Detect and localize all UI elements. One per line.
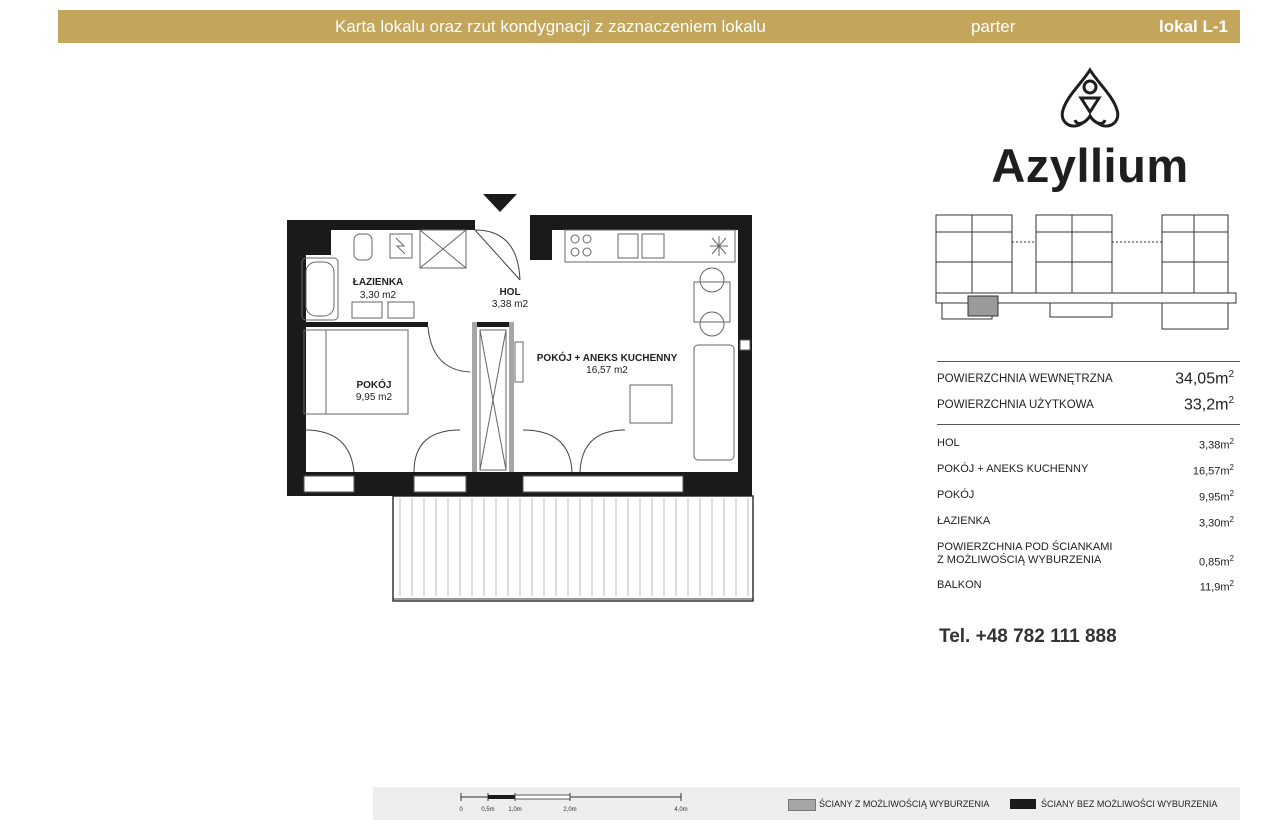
legend-swatch-removable: [788, 799, 816, 811]
entrance-arrow-icon: [483, 194, 517, 212]
room-name-living-kitchen: POKÓJ + ANEKS KUCHENNY: [536, 353, 678, 364]
header-bar: [58, 10, 1240, 43]
legend-swatch-fixed: [1010, 799, 1036, 809]
room-name-hall: HOL: [499, 287, 521, 298]
brand-name: Azyllium: [991, 139, 1189, 192]
removable-walls: [472, 322, 514, 472]
building-key-plan: [932, 212, 1240, 334]
scale-label: 1,0m: [508, 807, 522, 813]
legend-removable-label: ŚCIANY Z MOŻLIWOŚCIĄ WYBURZENIA: [819, 799, 990, 809]
room-area-living-kitchen: 16,57 m2: [586, 365, 628, 376]
scale-label: 0: [459, 807, 463, 813]
phone-number[interactable]: Tel. +48 782 111 888: [939, 626, 1117, 647]
legend-fixed-label: ŚCIANY BEZ MOŻLIWOŚCI WYBURZENIA: [1041, 799, 1218, 809]
floor-plan: [280, 190, 760, 610]
scale-bar: [457, 787, 697, 820]
outer-walls: [287, 215, 752, 496]
room-area-bedroom: 9,95 m2: [355, 392, 393, 403]
header-title: Karta lokalu oraz rzut kondygnacji z zaznaczeniem lokalu: [335, 17, 766, 36]
header-unit: lokal L-1: [1159, 17, 1228, 36]
room-area-bathroom: 3,30 m2: [359, 290, 397, 301]
selected-unit-marker: [968, 296, 998, 316]
room-name-bathroom: ŁAZIENKA: [352, 277, 404, 288]
scale-label: 0,5m: [481, 807, 495, 813]
room-area-hall: 3,38 m2: [491, 299, 529, 310]
header-floor: parter: [971, 17, 1016, 36]
scale-label: 2,0m: [563, 807, 577, 813]
room-name-bedroom: POKÓJ: [356, 380, 392, 391]
scale-label: 4,0m: [674, 807, 688, 813]
footer-legend: [373, 787, 1240, 820]
balcony: [393, 496, 753, 601]
